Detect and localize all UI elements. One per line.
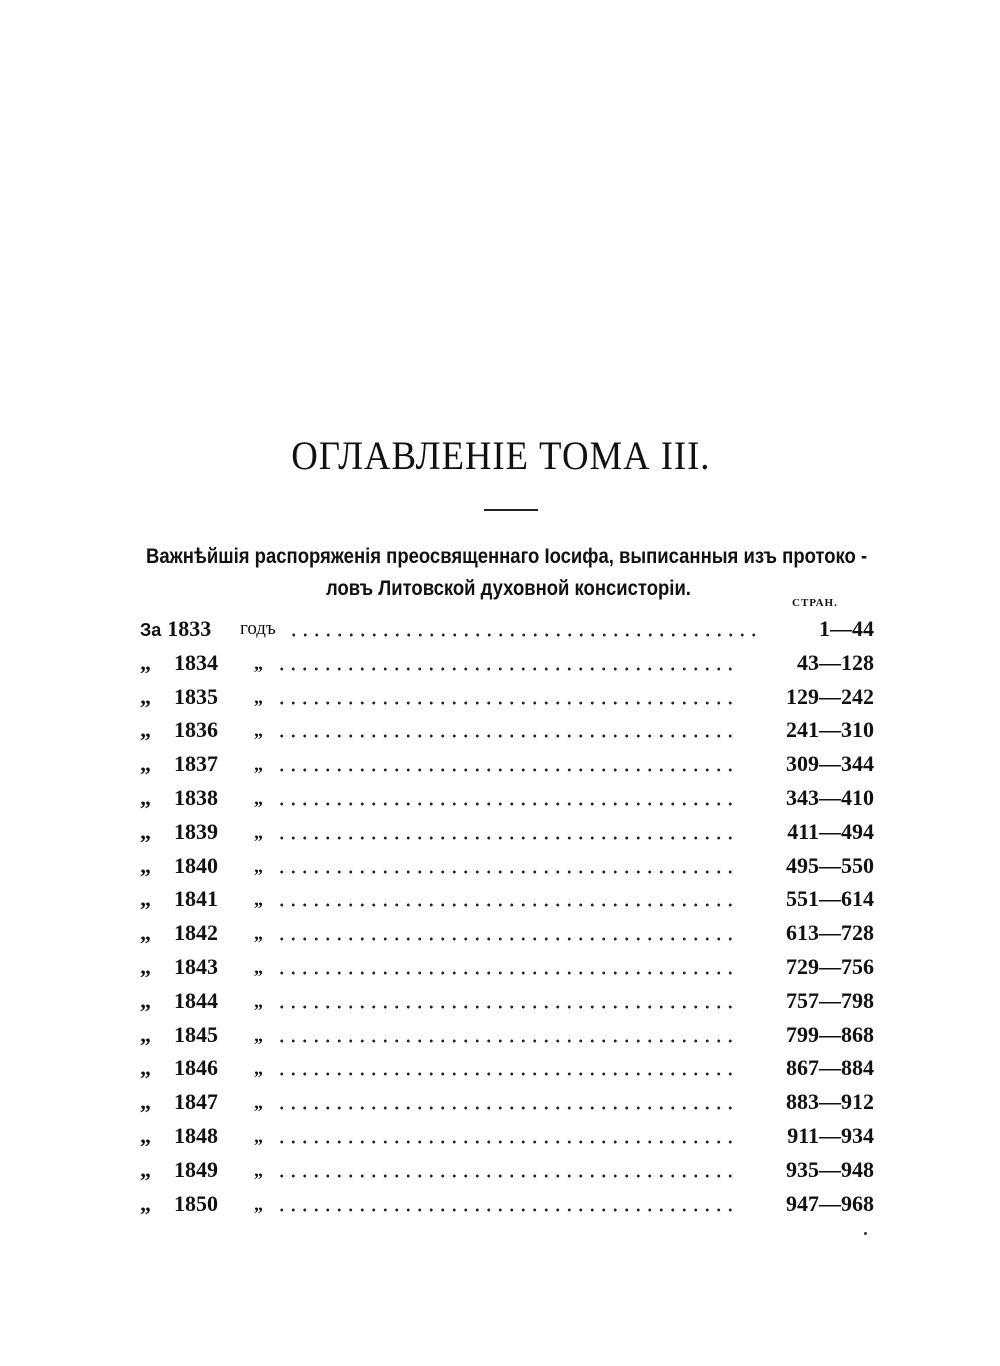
- page-to: 242: [841, 683, 874, 709]
- year-value: 1838: [174, 784, 218, 810]
- ditto-mark: „: [140, 987, 151, 1013]
- year-value: 1845: [174, 1021, 218, 1047]
- range-dash: —: [819, 886, 841, 912]
- entry-year: [140, 646, 218, 680]
- entry-year: [140, 781, 218, 815]
- toc-entry: [140, 1018, 880, 1052]
- ditto-mark: „: [140, 1021, 151, 1047]
- toc-entry: [140, 747, 880, 781]
- ditto-mark: „: [140, 1156, 151, 1182]
- page-to: 550: [841, 852, 874, 878]
- page-from: 551: [786, 886, 819, 912]
- range-dash: —: [819, 649, 841, 675]
- print-speck: [864, 1232, 867, 1235]
- dot-leader: [276, 734, 738, 738]
- page-range: [786, 747, 874, 781]
- page-from: 757: [786, 987, 819, 1013]
- entry-unit: годъ: [240, 618, 276, 639]
- ditto-mark: „: [140, 920, 151, 946]
- ditto-mark: „: [254, 1125, 263, 1146]
- range-dash: —: [819, 953, 841, 979]
- year-value: 1843: [174, 953, 218, 979]
- page-from: 613: [786, 920, 819, 946]
- dot-leader: [276, 701, 738, 705]
- dot-leader: [276, 1174, 738, 1178]
- page-range: [787, 1119, 874, 1153]
- page-range: [797, 646, 874, 680]
- year-value: 1848: [174, 1122, 218, 1148]
- page-to: 934: [841, 1122, 874, 1148]
- toc-entry: [140, 984, 880, 1018]
- year-value: 1839: [174, 818, 218, 844]
- page-to: 912: [841, 1089, 874, 1115]
- ditto-mark: „: [254, 990, 263, 1011]
- range-dash: —: [819, 1156, 841, 1182]
- page-to: 494: [841, 818, 874, 844]
- entry-year: [140, 747, 218, 781]
- ditto-mark: „: [140, 649, 151, 675]
- ditto-mark: „: [140, 852, 151, 878]
- dot-leader: [276, 937, 738, 941]
- page-title: ОГЛАВЛЕНІЕ ТОМА III.: [291, 433, 711, 478]
- toc-entry: [140, 1051, 880, 1085]
- table-of-contents: [140, 612, 880, 1220]
- dot-leader: [276, 1072, 738, 1076]
- page-from: 911: [787, 1122, 819, 1148]
- page-to: 884: [841, 1055, 874, 1081]
- page-range: [786, 1018, 874, 1052]
- entry-year: [140, 882, 218, 916]
- page-range: [786, 984, 874, 1018]
- page-range: [786, 713, 874, 747]
- ditto-mark: „: [140, 784, 151, 810]
- year-value: 1837: [174, 751, 218, 777]
- range-dash: —: [819, 784, 841, 810]
- entry-year: [140, 1018, 218, 1052]
- year-value: 1836: [174, 717, 218, 743]
- ditto-mark: „: [140, 886, 151, 912]
- entry-year: [140, 849, 218, 883]
- toc-entry: [140, 1187, 880, 1221]
- page-range: [786, 1051, 874, 1085]
- page-range: [786, 950, 874, 984]
- toc-entry: [140, 1085, 880, 1119]
- entry-year: [140, 713, 218, 747]
- page-from: 241: [786, 717, 819, 743]
- range-dash: —: [819, 751, 841, 777]
- dot-leader: [276, 836, 738, 840]
- page-to: 310: [841, 717, 874, 743]
- page-from: 1: [819, 616, 830, 641]
- year-value: 1849: [174, 1156, 218, 1182]
- entry-year: [140, 1187, 218, 1221]
- dot-leader: [276, 802, 738, 806]
- ditto-mark: „: [140, 717, 151, 743]
- toc-entry: [140, 916, 880, 950]
- page-range: [786, 1153, 874, 1187]
- page-from: 343: [786, 784, 819, 810]
- page-to: 44: [852, 616, 874, 641]
- toc-entry: [140, 882, 880, 916]
- year-value: 1834: [174, 649, 218, 675]
- page-to: 798: [841, 987, 874, 1013]
- ditto-mark: „: [254, 923, 263, 944]
- toc-entry: [140, 815, 880, 849]
- range-dash: —: [819, 717, 841, 743]
- page-range: [819, 612, 874, 646]
- dot-leader: [276, 768, 738, 772]
- toc-entry: [140, 1119, 880, 1153]
- ditto-mark: „: [140, 953, 151, 979]
- toc-entry: [140, 781, 880, 815]
- page-range: [786, 916, 874, 950]
- range-dash: —: [830, 616, 852, 641]
- page-range: [786, 1187, 874, 1221]
- year-value: 1850: [174, 1190, 218, 1216]
- page-range: [786, 680, 874, 714]
- page-from: 883: [786, 1089, 819, 1115]
- ditto-mark: „: [140, 1055, 151, 1081]
- range-dash: —: [819, 1089, 841, 1115]
- entry-year: [140, 1153, 218, 1187]
- page-range: [786, 882, 874, 916]
- ditto-mark: „: [254, 686, 263, 707]
- ditto-mark: „: [254, 720, 263, 741]
- range-dash: —: [819, 920, 841, 946]
- ditto-mark: „: [254, 821, 263, 842]
- range-dash: —: [819, 852, 841, 878]
- entry-year: [140, 950, 218, 984]
- ditto-mark: „: [254, 787, 263, 808]
- ditto-mark: „: [254, 652, 263, 673]
- toc-entry: [140, 950, 880, 984]
- dot-leader: [276, 667, 738, 671]
- page-range: [787, 815, 874, 849]
- year-value: 1841: [174, 886, 218, 912]
- page-from: 935: [786, 1156, 819, 1182]
- ditto-mark: „: [140, 1122, 151, 1148]
- page-from: 309: [786, 751, 819, 777]
- page-from: 867: [786, 1055, 819, 1081]
- ditto-mark: „: [140, 1190, 151, 1216]
- year-value: 1833: [167, 616, 212, 641]
- dot-leader: [288, 633, 758, 637]
- page-from: 799: [786, 1021, 819, 1047]
- ditto-mark: „: [254, 1024, 263, 1045]
- dot-leader: [276, 971, 738, 975]
- dot-leader: [276, 1140, 738, 1144]
- year-value: 1842: [174, 920, 218, 946]
- range-dash: —: [819, 1122, 841, 1148]
- ditto-mark: „: [254, 956, 263, 977]
- entry-year: [140, 984, 218, 1018]
- toc-entry: [140, 612, 880, 646]
- entry-year: [140, 1051, 218, 1085]
- toc-entry: [140, 713, 880, 747]
- ditto-mark: „: [254, 889, 263, 910]
- page-to: 948: [841, 1156, 874, 1182]
- page-to: 410: [841, 784, 874, 810]
- range-dash: —: [819, 683, 841, 709]
- toc-entry: [140, 849, 880, 883]
- page-to: 968: [841, 1190, 874, 1216]
- page-to: 868: [841, 1021, 874, 1047]
- ditto-mark: „: [254, 1058, 263, 1079]
- range-dash: —: [819, 987, 841, 1013]
- ditto-mark: „: [140, 751, 151, 777]
- entry-year: [140, 680, 218, 714]
- page-range: [786, 781, 874, 815]
- toc-entry: [140, 680, 880, 714]
- entry-prefix: За: [140, 620, 162, 640]
- ditto-mark: „: [140, 1089, 151, 1115]
- range-dash: —: [819, 1190, 841, 1216]
- page-to: 756: [841, 953, 874, 979]
- entry-year: [140, 1085, 218, 1119]
- toc-entry: [140, 1153, 880, 1187]
- range-dash: —: [819, 1055, 841, 1081]
- entry-year: [140, 916, 218, 950]
- page-to: 614: [841, 886, 874, 912]
- page-from: 411: [787, 818, 819, 844]
- ditto-mark: „: [140, 818, 151, 844]
- column-header-pages: СТРАН.: [792, 597, 838, 609]
- page-from: 729: [786, 953, 819, 979]
- page-to: 128: [841, 649, 874, 675]
- dot-leader: [276, 1106, 738, 1110]
- ditto-mark: „: [254, 1092, 263, 1113]
- range-dash: —: [819, 1021, 841, 1047]
- toc-entry: [140, 646, 880, 680]
- dot-leader: [276, 1208, 738, 1212]
- year-value: 1835: [174, 683, 218, 709]
- ditto-mark: „: [140, 683, 151, 709]
- title-rule: [484, 509, 538, 511]
- page-from: 43: [797, 649, 819, 675]
- year-value: 1846: [174, 1055, 218, 1081]
- page-range: [786, 1085, 874, 1119]
- page-to: 728: [841, 920, 874, 946]
- ditto-mark: „: [254, 855, 263, 876]
- entry-year: [140, 612, 211, 647]
- dot-leader: [276, 870, 738, 874]
- dot-leader: [276, 1039, 738, 1043]
- entry-year: [140, 815, 218, 849]
- year-value: 1847: [174, 1089, 218, 1115]
- page-from: 129: [786, 683, 819, 709]
- ditto-mark: „: [254, 1159, 263, 1180]
- page-from: 495: [786, 852, 819, 878]
- page-from: 947: [786, 1190, 819, 1216]
- page-to: 344: [841, 751, 874, 777]
- ditto-mark: „: [254, 754, 263, 775]
- year-value: 1840: [174, 852, 218, 878]
- page-range: [786, 849, 874, 883]
- dot-leader: [276, 1005, 738, 1009]
- subtitle-line-1: Важнѣйшія распоряженія преосвященнаго Іосифа, выписанныя изъ протоко -: [146, 545, 868, 568]
- dot-leader: [276, 903, 738, 907]
- entry-year: [140, 1119, 218, 1153]
- year-value: 1844: [174, 987, 218, 1013]
- range-dash: —: [819, 818, 841, 844]
- ditto-mark: „: [254, 1193, 263, 1214]
- subtitle-line-2: ловъ Литовской духовной консисторіи.: [326, 577, 691, 600]
